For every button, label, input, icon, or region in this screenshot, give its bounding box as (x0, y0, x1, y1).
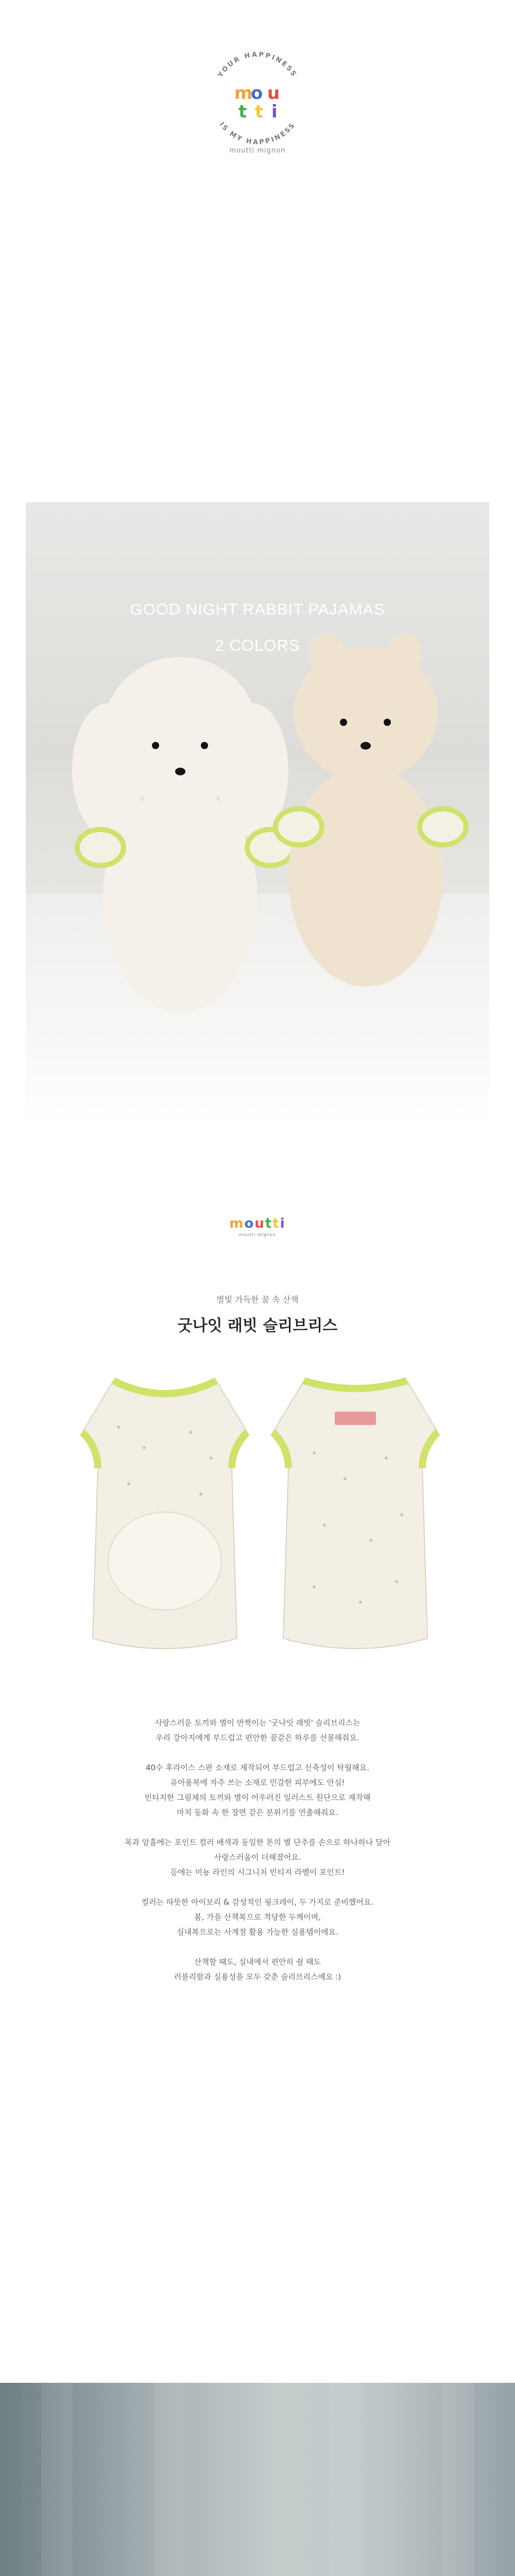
brand-logo (196, 41, 319, 175)
mini-logo-letter: i (280, 1216, 286, 1231)
ring-bottom-text: IS MY HAPPINESS (217, 121, 298, 144)
mini-logo-letter: o (244, 1216, 255, 1231)
hero-subtitle: 2 COLORS (215, 636, 300, 654)
description-paragraph-4 (77, 1895, 438, 1940)
vintage-label-icon (335, 1412, 376, 1425)
white-dog (72, 657, 288, 1028)
product-tagline: 별빛 가득한 꿈 속 산책 (216, 1295, 299, 1304)
description-paragraph-5 (77, 1955, 438, 1985)
description-line: 빈티지한 그림체의 토끼와 별이 어우러진 일러스트 원단으로 제작해 (144, 1793, 371, 1802)
brand-subtitle: moutti mignon (229, 147, 286, 155)
product-description (77, 1716, 438, 1999)
description-line: 사랑스러움이 더해졌어요. (214, 1853, 301, 1862)
hero-title: GOOD NIGHT RABBIT PAJAMAS (130, 600, 385, 618)
description-line: 마치 동화 속 한 장면 같은 분위기를 연출해줘요. (177, 1808, 338, 1817)
mini-logo-letters (216, 1216, 299, 1231)
logo-letter: t (238, 101, 247, 122)
product-name: 굿나잇 래빗 슬리브리스 (177, 1317, 338, 1335)
description-line: 40수 후라이스 스판 소재로 제작되어 부드럽고 신축성이 탁월해요. (146, 1763, 369, 1772)
product-photo-2 (0, 2383, 515, 2576)
description-line: 사랑스러운 토끼와 별이 반짝이는 '굿나잇 래빗' 슬리브리스는 (154, 1718, 360, 1727)
brand-ring-logo (196, 41, 319, 144)
logo-letter: o (251, 83, 263, 104)
description-line: 봄, 가을 산책복으로 적당한 두께이며, (194, 1912, 321, 1922)
logo-letters (234, 83, 280, 122)
description-paragraph-1 (77, 1716, 438, 1745)
logo-letter: u (267, 83, 280, 104)
description-line: 등에는 미뇽 라인의 시그니처 빈티지 라벨이 포인트! (170, 1868, 345, 1877)
tan-dog (268, 647, 464, 1007)
mini-logo-letter: t (272, 1216, 280, 1231)
description-line: 컬러는 따뜻한 아이보리 & 감성적인 핑크레이, 두 가지로 준비했어요. (141, 1897, 374, 1907)
description-line: 실내복으로는 사계절 활용 가능한 실용템이에요. (177, 1927, 338, 1937)
mini-logo-sub: moutti mignon (239, 1232, 276, 1237)
description-paragraph-2 (77, 1760, 438, 1820)
ring-top-text: YOUR HAPPINESS (216, 50, 299, 79)
description-line: 유아용복에 자주 쓰는 소재로 민감한 피부에도 안심! (170, 1778, 345, 1787)
logo-letter: t (255, 101, 264, 122)
product-brand-logo (216, 1216, 299, 1236)
description-line: 우리 강아지에게 부드럽고 편안한 꿈같은 하루를 선물해줘요. (156, 1733, 359, 1742)
description-line: 목과 암홀에는 포인트 컬러 배색과 동일한 톤의 별 단추를 손으로 하나하나 달아 (124, 1838, 391, 1847)
hero-photo (26, 502, 489, 1126)
mini-logo-letter: u (254, 1216, 265, 1231)
garment-front-image (77, 1370, 252, 1659)
logo-letter: i (271, 101, 278, 122)
garment-back-image (268, 1370, 443, 1659)
mini-logo-letter: m (229, 1216, 245, 1231)
logo-letter: m (234, 83, 253, 104)
description-line: 러블리함과 실용성을 모두 갖춘 슬리브리스예요 :) (174, 1972, 341, 1981)
description-paragraph-3 (77, 1835, 438, 1880)
mini-logo-letter: t (265, 1216, 273, 1231)
description-line: 산책할 때도, 실내에서 편안히 쉴 때도 (194, 1957, 321, 1967)
